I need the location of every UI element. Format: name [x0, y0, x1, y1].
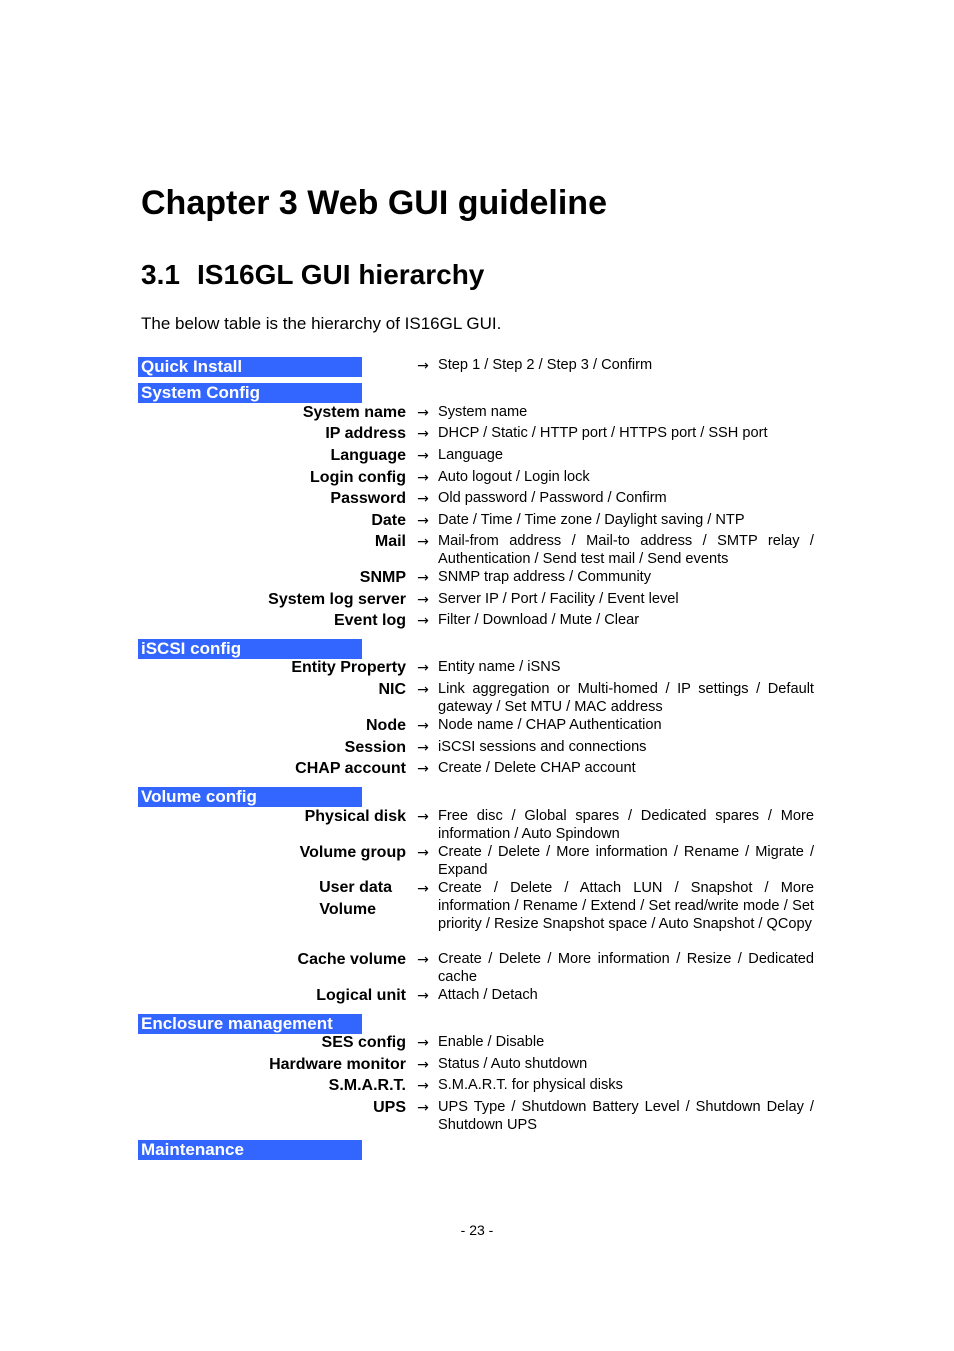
row-description: Create / Delete / More information / Resize / Dedicated cache	[438, 951, 814, 985]
category-maintenance: Maintenance	[138, 1140, 362, 1160]
row-description: SNMP trap address / Community	[438, 569, 652, 585]
row-label: System name	[302, 404, 406, 421]
arrow-icon: →	[417, 534, 429, 550]
arrow-icon: →	[417, 491, 429, 507]
arrow-icon: →	[417, 405, 429, 421]
arrow-icon: →	[417, 845, 429, 861]
arrow-icon: →	[417, 809, 429, 825]
row-label: Logical unit	[316, 987, 406, 1004]
page-number: - 23 -	[460, 1222, 494, 1238]
category-system-config: System Config	[138, 383, 362, 403]
arrow-icon: →	[417, 613, 429, 629]
category-volume-config: Volume config	[138, 787, 362, 807]
row-label: UPS	[373, 1099, 406, 1116]
row-description: iSCSI sessions and connections	[438, 739, 647, 755]
arrow-icon: →	[417, 470, 429, 486]
row-description: Create / Delete / Attach LUN / Snapshot / More information / Rename / Extend / Set read/write mode / Set priority / Resize Snapshot space / Auto Snapshot / QCopy	[438, 880, 814, 932]
row-label: System log server	[268, 591, 406, 608]
row-label: CHAP account	[295, 760, 406, 777]
row-label: Hardware monitor	[269, 1056, 406, 1073]
row-description: Old password / Password / Confirm	[438, 490, 667, 506]
row-label: Physical disk	[304, 808, 406, 825]
arrow-icon: →	[417, 660, 429, 676]
row-label-line: Volume	[319, 901, 376, 918]
row-label: Login config	[310, 469, 406, 486]
row-description: Node name / CHAP Authentication	[438, 717, 662, 733]
row-label: Entity Property	[291, 659, 406, 676]
row-description: Create / Delete / More information / Rename / Migrate / Expand	[438, 844, 814, 878]
arrow-icon: →	[417, 881, 429, 897]
row-description: DHCP / Static / HTTP port / HTTPS port / SSH port	[438, 425, 768, 441]
arrow-icon: →	[417, 513, 429, 529]
row-label: Password	[330, 490, 406, 507]
arrow-icon: →	[417, 761, 429, 777]
row-label: Date	[371, 512, 406, 529]
section-number: 3.1	[141, 259, 180, 290]
arrow-icon: →	[417, 1078, 429, 1094]
arrow-icon: →	[417, 988, 429, 1004]
row-label: Volume group	[299, 844, 406, 861]
row-label: NIC	[378, 681, 406, 698]
section-heading: IS16GL GUI hierarchy	[197, 259, 485, 290]
row-label: SNMP	[359, 569, 406, 586]
category-enclosure-management: Enclosure management	[138, 1014, 362, 1034]
arrow-icon: →	[417, 1057, 429, 1073]
row-description: UPS Type / Shutdown Battery Level / Shutdown Delay / Shutdown UPS	[438, 1099, 814, 1133]
row-description: Server IP / Port / Facility / Event level	[438, 591, 679, 607]
row-description: Filter / Download / Mute / Clear	[438, 612, 640, 628]
row-description: S.M.A.R.T. for physical disks	[438, 1077, 623, 1093]
arrow-icon: →	[417, 448, 429, 464]
arrow-icon: →	[417, 1100, 429, 1116]
row-description: Language	[438, 447, 503, 463]
row-label: SES config	[321, 1034, 406, 1051]
row-description: Link aggregation or Multi-homed / IP settings / Default gateway / Set MTU / MAC address	[438, 681, 814, 715]
intro-paragraph: The below table is the hierarchy of IS16GL GUI.	[141, 314, 502, 333]
arrow-icon: →	[417, 426, 429, 442]
row-description: Entity name / iSNS	[438, 659, 561, 675]
arrow-icon: →	[417, 592, 429, 608]
category-quick-install: Quick Install	[138, 357, 362, 377]
chapter-title: Chapter 3 Web GUI guideline	[141, 184, 607, 222]
row-description: Free disc / Global spares / Dedicated spares / More information / Auto Spindown	[438, 808, 814, 842]
arrow-icon: →	[417, 952, 429, 968]
row-label: Session	[344, 739, 406, 756]
row-label: Node	[366, 717, 406, 734]
row-description: System name	[438, 404, 528, 420]
row-description: Status / Auto shutdown	[438, 1056, 588, 1072]
row-description: Date / Time / Time zone / Daylight saving / NTP	[438, 512, 745, 528]
row-label: IP address	[325, 425, 406, 442]
row-description: Step 1 / Step 2 / Step 3 / Confirm	[438, 357, 653, 373]
row-label: S.M.A.R.T.	[328, 1077, 406, 1094]
row-label	[160, 877, 392, 921]
row-label: Mail	[374, 533, 406, 550]
section-title	[141, 257, 484, 293]
row-label: Event log	[333, 612, 406, 629]
row-label-line: User data	[319, 879, 392, 896]
category-iscsi-config: iSCSI config	[138, 639, 362, 659]
row-description: Auto logout / Login lock	[438, 469, 590, 485]
arrow-icon: →	[417, 570, 429, 586]
arrow-icon: →	[417, 682, 429, 698]
row-description: Mail-from address / Mail-to address / SMTP relay / Authentication / Send test mail / Send events	[438, 533, 814, 567]
arrow-icon: →	[417, 1035, 429, 1051]
row-label: Cache volume	[297, 951, 406, 968]
row-label: Language	[330, 447, 406, 464]
row-description: Create / Delete CHAP account	[438, 760, 636, 776]
arrow-icon: →	[417, 740, 429, 756]
row-description: Attach / Detach	[438, 987, 538, 1003]
arrow-icon: →	[417, 358, 429, 374]
row-description: Enable / Disable	[438, 1034, 545, 1050]
arrow-icon: →	[417, 718, 429, 734]
